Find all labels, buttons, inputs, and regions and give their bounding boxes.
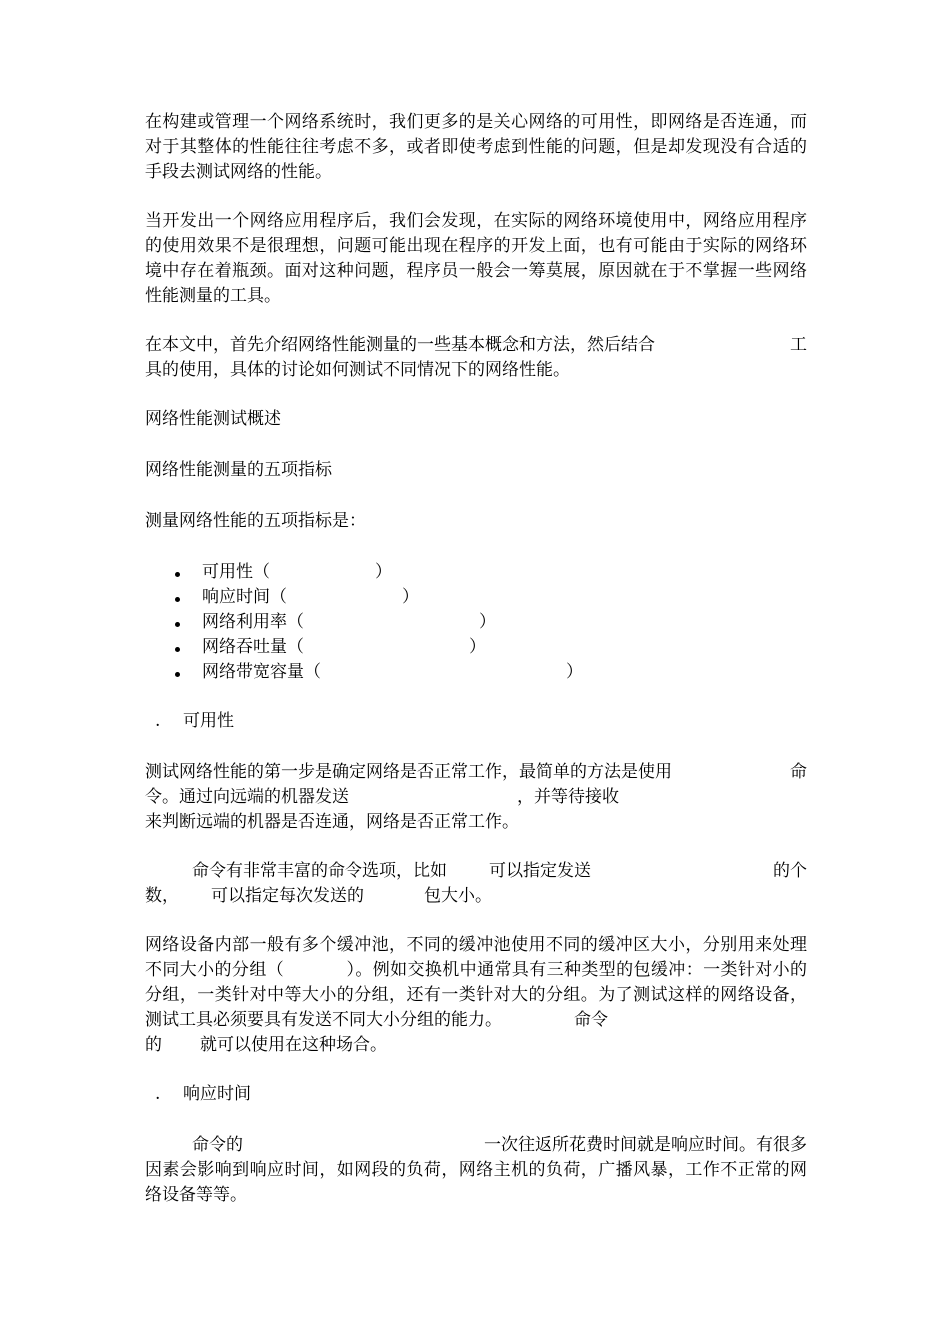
overview-heading: 网络性能测试概述: [145, 409, 281, 429]
list-item: [145, 560, 807, 585]
metrics-list: [145, 560, 807, 685]
text-line: 命: [790, 762, 807, 782]
bullet-icon: [175, 672, 180, 677]
section-number: .: [155, 1084, 161, 1104]
text-segment: 命令有非常丰富的命令选项，比如: [192, 861, 447, 881]
list-item-label: 可用性（: [202, 562, 270, 582]
section-response-time-heading: [145, 1082, 807, 1107]
text-line: [145, 1133, 243, 1158]
text-line: 令。通过向远端的机器发送: [145, 787, 349, 807]
text-block: 因素会影响到响应时间，如网段的负荷，网络主机的负荷，广播风暴，工作不正常的网络设备等等。: [145, 1160, 807, 1205]
text-segment: 的个: [773, 861, 807, 881]
text-line: 测试网络性能的第一步是确定网络是否正常工作，最简单的方法是使用: [145, 762, 672, 782]
list-item-close: ）: [402, 587, 419, 607]
text-segment: 包大小。: [424, 886, 492, 906]
availability-paragraph-3: [145, 933, 807, 1058]
text-segment: 就可以使用在这种场合。: [200, 1035, 387, 1055]
list-item: [145, 635, 807, 660]
text-line: ，并等待接收: [517, 787, 619, 807]
section-number: .: [155, 711, 161, 731]
section-availability-heading: [145, 709, 807, 734]
list-item-close: ）: [375, 562, 392, 582]
list-item-label: 网络带宽容量（: [202, 662, 321, 682]
list-item-label: 网络利用率（: [202, 612, 304, 632]
bullet-icon: [175, 597, 180, 602]
list-item: [145, 660, 807, 685]
five-metrics-heading: 网络性能测量的五项指标: [145, 460, 332, 480]
intro-paragraph-3-line2: 具的使用，具体的讨论如何测试不同情况下的网络性能。: [145, 360, 570, 380]
response-time-paragraph: [145, 1133, 807, 1208]
list-item-close: ）: [566, 662, 583, 682]
list-item: [145, 610, 807, 635]
text-segment: 命令的: [192, 1135, 243, 1155]
text-segment: 数，: [145, 886, 179, 906]
text-segment: 命令: [574, 1010, 608, 1030]
list-item-label: 响应时间（: [202, 587, 287, 607]
intro-paragraph-3-right: 工: [790, 335, 807, 355]
text-line: [145, 859, 591, 884]
availability-paragraph-2: [145, 859, 807, 909]
availability-paragraph-1: [145, 760, 807, 835]
text-segment: 可以指定每次发送的: [211, 886, 364, 906]
intro-paragraph-1: 在构建或管理一个网络系统时，我们更多的是关心网络的可用性，即网络是否连通，而对于其整体的性能往往考虑不多，或者即使考虑到性能的问题，但是却发现没有合适的手段去测试网络的性能。: [145, 112, 807, 182]
text-line: 来判断远端的机器是否连通，网络是否正常工作。: [145, 812, 519, 832]
text-block: [145, 933, 807, 1033]
intro-paragraph-3: [145, 333, 807, 383]
bullet-icon: [175, 647, 180, 652]
text-segment: ）。例如交换机中通常具有三种类型的包缓冲：一类针对小的分组，一类针对中等大小的分组，还有一类针对大的分组。为了测试这样的网络设备，测试工具必须要具有发送不同大小分组的能力。: [145, 960, 808, 1030]
section-title: 响应时间: [183, 1084, 251, 1104]
bullet-icon: [175, 572, 180, 577]
text-segment: 一次往返所花费时间就是响应时间。有很多: [484, 1135, 807, 1155]
list-item: [145, 585, 807, 610]
bullet-icon: [175, 622, 180, 627]
list-item-close: ）: [479, 612, 496, 632]
document-page: [145, 110, 807, 1208]
text-segment: 的: [145, 1035, 162, 1055]
five-metrics-intro: 测量网络性能的五项指标是：: [145, 511, 366, 531]
section-title: 可用性: [183, 711, 234, 731]
text-segment: 网络设备内部一般有多个缓冲池，不同的缓冲池使用不同的缓冲区大小，分别用来处理不同大小的分组（: [145, 935, 807, 980]
intro-paragraph-2: 当开发出一个网络应用程序后，我们会发现，在实际的网络环境使用中，网络应用程序的使用效果不是很理想，问题可能出现在程序的开发上面，也有可能由于实际的网络环境中存在着瓶颈。面对这种问题，程序员一般会一筹莫展，原因就在于不掌握一些网络性能测量的工具。: [145, 211, 807, 306]
list-item-label: 网络吞吐量（: [202, 637, 304, 657]
text-segment: 可以指定发送: [489, 861, 591, 881]
list-item-close: ）: [469, 637, 486, 657]
intro-paragraph-3-left: 在本文中，首先介绍网络性能测量的一些基本概念和方法，然后结合: [145, 335, 655, 355]
